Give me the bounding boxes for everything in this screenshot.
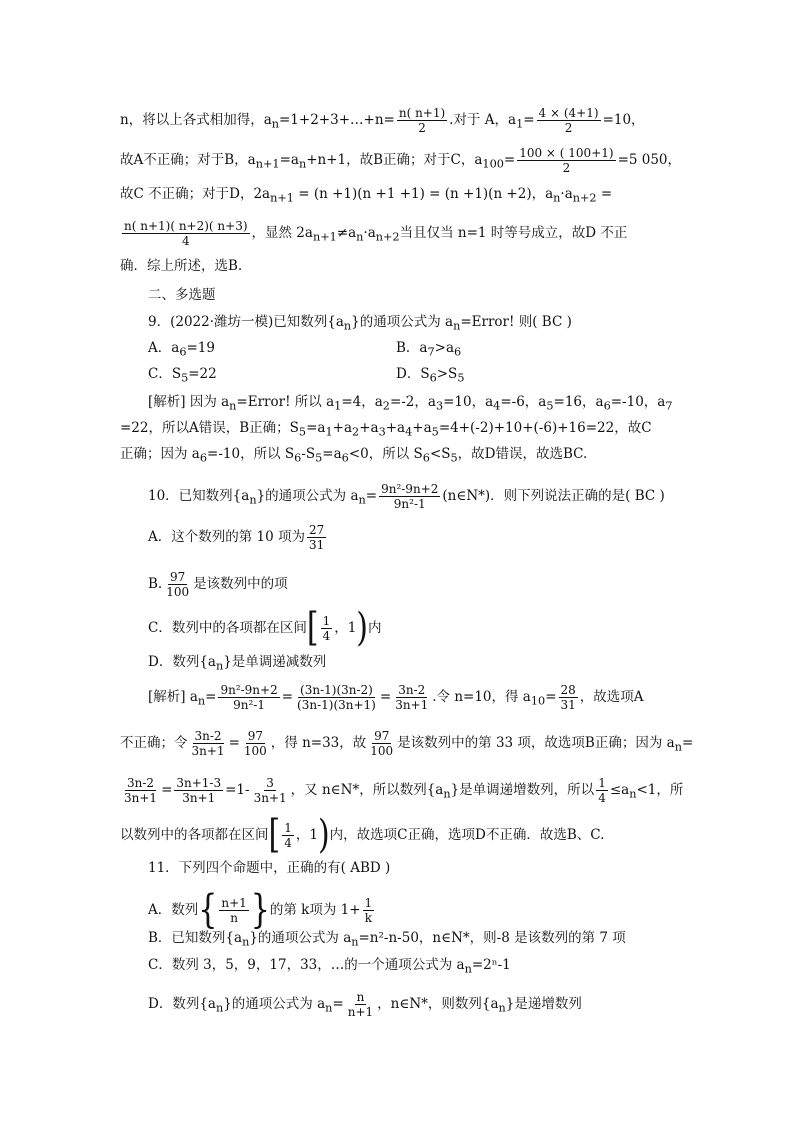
fraction: $\frac{28}{31}$ xyxy=(560,683,576,712)
fraction: $\frac{27}{31}$ xyxy=(309,523,325,552)
q9-option-d: D．$S_6>S_5$ xyxy=(396,366,465,385)
q10-option-d: D．数列$\{a_n\}$是单调递减数列 xyxy=(148,654,327,673)
fraction: $\frac{3n-2}{3n+1}$ xyxy=(191,729,225,758)
fraction: $\frac{\text{9n²-9n+2}}{\text{9n²-1}}$ xyxy=(220,683,278,712)
prev-line-5: 确．综上所述，选B. xyxy=(120,258,243,274)
fraction: $\frac{\text{9n²-9n+2}}{\text{9n²-1}}$ xyxy=(381,482,439,511)
q10-solution-2: 不正确；令 $\frac{3n-2}{3n+1}$ = $\frac{97}{100}$ ，得 n=33，故 $\frac{97}{100}$ 是该数列中的第 33 项，故选项B正确；因为 $a_n=$ xyxy=(120,729,694,758)
fraction: $\frac{(3n-1)(3n-2)}{(3n-1)(3n+1)}$ xyxy=(297,683,376,712)
fraction: $\frac{1}{4}$ xyxy=(598,776,606,805)
fraction: $\frac{97}{100}$ xyxy=(370,729,394,758)
q11-option-a: A．数列{ $\frac{n+1}{n}$ }的第 k项为 1+ $\frac{1}{k}$ xyxy=(148,887,373,933)
fraction: $\frac{97}{100}$ xyxy=(243,729,267,758)
fraction: $\frac{3}{3n+1}$ xyxy=(253,776,287,805)
q9-option-a: A．$a_6=19$ xyxy=(148,340,215,359)
q9-solution-3: 正确；因为 $a_6=-10$，所以 $S_6-S_5=a_6<0$，所以 $S_6<S_5$，故D错误，故选BC. xyxy=(120,446,588,465)
q9-solution-2: =22，所以A错误，B正确；$S_5=a_1+a_2+a_3+a_4+a_5=4+(-2)+10+(-6)+16=22$，故C xyxy=(120,420,652,439)
q10-option-c: C．数列中的各项都在区间[ $\frac{1}{4}$ ，1)内 xyxy=(148,605,382,651)
prev-line-1: n，将以上各式相加得，$a_n=1+2+3+\dots+n=$ $\frac{n( n+1)}{2}$ .对于 A，$a_1=$ $\frac{4 \times (4+1)}{2}$ =10， xyxy=(120,106,645,135)
fraction: $\frac{3n-2}{3n+1}$ xyxy=(124,776,158,805)
fraction: $\frac{100 \times ( 100+1)}{2}$ xyxy=(519,146,614,175)
q10-option-a: A．这个数列的第 10 项为 $\frac{27}{31}$ xyxy=(148,523,325,552)
fraction: $\frac{4 \times (4+1)}{2}$ xyxy=(538,106,599,135)
q10-solution-4: 以数列中的各项都在区间[ $\frac{1}{4}$ ，1)内，故选项C正确，选项D不正确．故选B、C. xyxy=(120,812,605,858)
q10-solution-3: $\frac{3n-2}{3n+1}$ = $\frac{3n+1-3}{3n+1}$ =1- $\frac{3}{3n+1}$ ，又 n∈N*，所以数列$\{a_n\}$是单调递增数列，所以 $\frac{1}{4}$ $\le a_n<1$，所 xyxy=(124,776,684,805)
fraction: $\frac{n+1}{n}$ xyxy=(221,896,247,925)
q9-option-b: B．$a_7>a_6$ xyxy=(396,340,462,359)
prev-line-4: $\frac{n( n+1)( n+2)( n+3)}{4}$ ，显然 $2a_{n+1}\ne a_n\cdot a_{n+2}$当且仅当 n=1 时等号成立，故D 不正 xyxy=(124,219,628,248)
section-heading: 二、多选题 xyxy=(148,287,216,303)
fraction: $\frac{97}{100}$ xyxy=(166,570,190,599)
q10-solution-1: [解析] $a_n=$ $\frac{\text{9n²-9n+2}}{\text{9n²-1}}$ = $\frac{(3n-1)(3n-2)}{(3n-1)(3n+1)}$ = $\frac{3n-2}{3n+1}$ .令 n=10，得 $a_{10}=$ $\frac{28}{31}$ ，故选项A xyxy=(148,683,644,712)
prev-line-2: 故A不正确；对于B，$a_{n+1}=a_n+n+1$，故B正确；对于C，$a_{100}=$ $\frac{100 \times ( 100+1)}{2}$ =5 050， xyxy=(120,146,682,175)
fraction: $\frac{n( n+1)}{2}$ xyxy=(398,106,446,135)
q11-option-c: C．数列 3，5，9，17，33，…的一个通项公式为 $a_n=2^n-1$ xyxy=(148,957,511,976)
q11-option-b: B．已知数列$\{a_n\}$的通项公式为 $a_n=n^2-n-50$，n∈N*，则-8 是该数列的第 7 项 xyxy=(148,930,626,949)
fraction: $\frac{1}{k}$ xyxy=(364,896,373,925)
fraction: $\frac{n}{n+1}$ xyxy=(347,990,374,1019)
q10-stem: 10．已知数列$\{a_n\}$的通项公式为 $a_n=$ $\frac{\text{9n²-9n+2}}{\text{9n²-1}}$ (n∈N*)．则下列说法正确的是( BC ) xyxy=(148,482,665,511)
q10-option-b: B. $\frac{97}{100}$ 是该数列中的项 xyxy=(148,570,288,599)
q9-solution-1: [解析] 因为 $a_n=Error$! 所以 $a_1=4$，$a_2=-2$，$a_3=10$，$a_4=-6$，$a_5=16$，$a_6=-10$，$a_7$ xyxy=(148,394,673,413)
fraction: $\frac{3n-2}{3n+1}$ xyxy=(395,683,429,712)
prev-line-3: 故C 不正确；对于D，$2a_{n+1} = (n +1)(n +1 +1) = (n +1)(n +2)$，$a_n\cdot a_{n+2}$ = xyxy=(120,186,613,205)
q11-stem: 11．下列四个命题中，正确的有( ABD ) xyxy=(148,860,391,876)
fraction: $\frac{3n+1-3}{3n+1}$ xyxy=(176,776,222,805)
q11-option-d: D．数列$\{a_n\}$的通项公式为 $a_n=$ $\frac{n}{n+1}$ ，n∈N*，则数列$\{a_n\}$是递增数列 xyxy=(148,990,582,1019)
fraction: $\frac{1}{4}$ xyxy=(284,821,292,850)
q9-option-c: C．$S_5=22$ xyxy=(148,366,217,385)
fraction: $\frac{1}{4}$ xyxy=(322,614,331,643)
q9-stem: 9．(2022·潍坊一模)已知数列$\{a_n\}$的通项公式为 $a_n=Error$! 则( BC ) xyxy=(148,314,572,333)
fraction: $\frac{n( n+1)( n+2)( n+3)}{4}$ xyxy=(124,219,248,248)
